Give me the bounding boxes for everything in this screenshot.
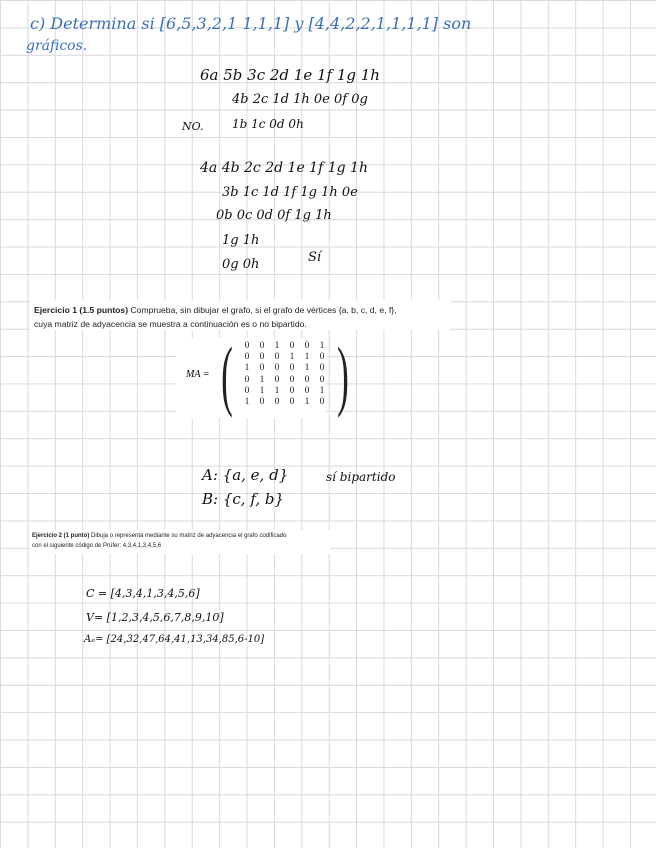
matrix-cell: 1: [289, 352, 295, 363]
matrix-cell: 1: [274, 341, 280, 351]
matrix-cell: 0: [244, 341, 250, 351]
section-c-line1: c) Determina si [6,5,3,2,1 1,1,1] y [4,4,2,2,1,1,1,1] son: [30, 14, 472, 33]
matrix-cell: 0: [319, 374, 325, 385]
exercise2-label: Ejercicio 2 (1 punto): [32, 533, 90, 539]
matrix-grid: [240, 341, 330, 408]
matrix-cell: 0: [244, 374, 250, 385]
exercise2-statement: [32, 532, 332, 551]
solution1-verdict: sí bipartido: [326, 470, 396, 484]
matrix-cell: 0: [244, 352, 250, 363]
matrix-cell: 1: [304, 352, 310, 363]
matrix-cell: 1: [304, 363, 310, 374]
matrix-cell: 1: [244, 363, 250, 374]
work1-no: NO.: [182, 120, 204, 133]
matrix-cell: 1: [244, 397, 250, 408]
matrix-cell: 0: [259, 341, 265, 351]
matrix-cell: 0: [304, 385, 310, 396]
matrix-cell: 0: [289, 341, 295, 351]
matrix-cell: 0: [274, 363, 280, 374]
exercise2-text2: con el siguiente código de Prüfer: 4,3,4,1,3,4,5,6: [32, 542, 162, 549]
work2-row5: 0g 0h: [222, 257, 260, 272]
matrix-left-paren: (: [220, 330, 233, 418]
matrix-cell: 1: [304, 397, 310, 408]
matrix-cell: 0: [289, 385, 295, 396]
matrix-cell: 0: [259, 363, 265, 374]
exercise1-text2: cuya matriz de adyacencia se muestra a continuación es o no bipartido.: [34, 319, 307, 329]
matrix-right-paren: ): [336, 330, 349, 418]
matrix-cell: 1: [274, 385, 280, 396]
solution1-b-line: B: {c, f, b}: [202, 490, 285, 508]
matrix-label: MA =: [186, 369, 210, 381]
exercise2-text1: Dibuja o representa mediante su matriz de adyacencia el grafo codificado: [89, 533, 287, 539]
matrix-cell: 0: [304, 341, 310, 351]
work1-row1: 6a 5b 3c 2d 1e 1f 1g 1h: [200, 66, 380, 84]
matrix-cell: 0: [289, 374, 295, 385]
solution2-c-line: C = [4,3,4,1,3,4,5,6]: [86, 587, 200, 600]
matrix-cell: 0: [244, 385, 250, 396]
matrix-cell: 0: [289, 397, 295, 408]
matrix-cell: 1: [259, 374, 265, 385]
exercise1-text1: Comprueba, sin dibujar el grafo, si el grafo de vértices {a, b, c, d, e, f},: [128, 305, 397, 315]
matrix-cell: 0: [304, 374, 310, 385]
matrix-cell: 0: [274, 374, 280, 385]
work2-row4: 1g 1h: [222, 233, 260, 248]
matrix-cell: 0: [319, 397, 325, 408]
work1-row2: 4b 2c 1d 1h 0e 0f 0g: [232, 92, 368, 107]
exercise1-statement: [34, 303, 454, 331]
work2-row3: 0b 0c 0d 0f 1g 1h: [216, 208, 332, 223]
adjacency-matrix: [186, 330, 355, 418]
matrix-cell: 1: [319, 385, 325, 396]
solution2-v-line: V= [1,2,3,4,5,6,7,8,9,10]: [86, 611, 224, 624]
work1-row3: 1b 1c 0d 0h: [232, 117, 304, 131]
solution2-a-line: Aₑ= [24,32,47,64,41,13,34,85,6-10]: [84, 634, 265, 645]
matrix-cell: 0: [319, 352, 325, 363]
exercise1-label: Ejercicio 1 (1.5 puntos): [34, 305, 129, 315]
matrix-cell: 0: [289, 363, 295, 374]
work2-row1: 4a 4b 2c 2d 1e 1f 1g 1h: [200, 160, 368, 176]
matrix-cell: 0: [274, 397, 280, 408]
matrix-cell: 0: [319, 363, 325, 374]
matrix-cell: 0: [259, 352, 265, 363]
work2-row2: 3b 1c 1d 1f 1g 1h 0e: [222, 185, 358, 200]
matrix-cell: 0: [259, 397, 265, 408]
solution1-a-line: A: {a, e, d}: [202, 466, 289, 484]
matrix-cell: 0: [274, 352, 280, 363]
section-c-line2: gráficos.: [26, 38, 88, 54]
matrix-cell: 1: [319, 341, 325, 351]
work2-answer: Sí: [308, 250, 322, 265]
matrix-cell: 1: [259, 385, 265, 396]
